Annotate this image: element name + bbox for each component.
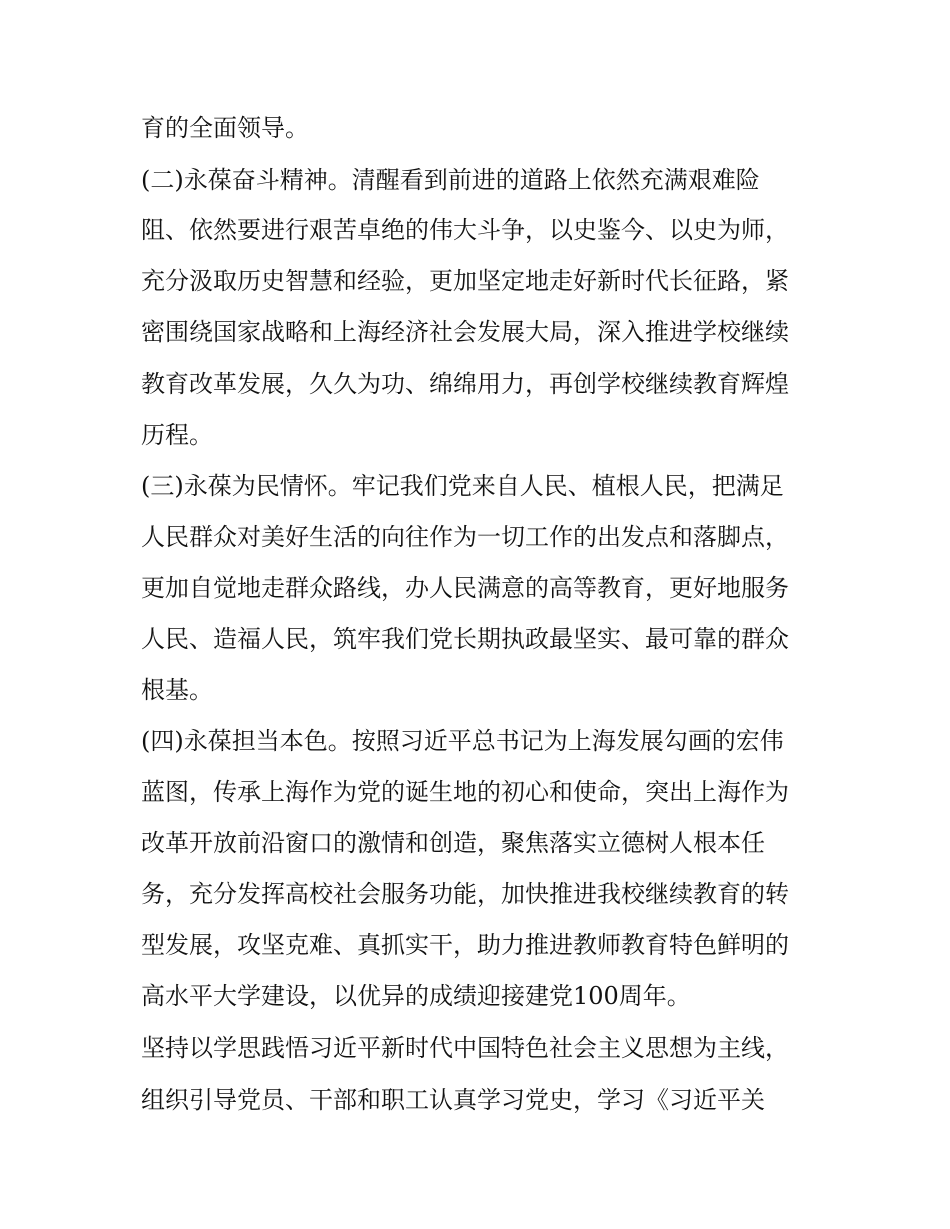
text-line: 坚持以学思践悟习近平新时代中国特色社会主义思想为主线， — [141, 1034, 789, 1062]
text-line: 组织引导党员、干部和职工认真学习党史，学习《习近平关 — [141, 1086, 765, 1114]
text-line: 型发展，攻坚克难、真抓实干，助力推进教师教育特色鲜明的 — [141, 931, 789, 959]
text-line: 历程。 — [141, 421, 213, 449]
text-line: 充分汲取历史智慧和经验，更加坚定地走好新时代长征路，紧 — [141, 267, 789, 295]
text-line: (二)永葆奋斗精神。清醒看到前进的道路上依然充满艰难险 — [141, 166, 760, 194]
text-line: (四)永葆担当本色。按照习近平总书记为上海发展勾画的宏伟 — [141, 727, 784, 755]
text-line: 密围绕国家战略和上海经济社会发展大局，深入推进学校继续 — [141, 318, 789, 346]
text-line: 阻、依然要进行艰苦卓绝的伟大斗争，以史鉴今、以史为师， — [141, 216, 789, 244]
text-line: 人民群众对美好生活的向往作为一切工作的出发点和落脚点， — [141, 523, 789, 551]
text-line: 务，充分发挥高校社会服务功能，加快推进我校继续教育的转 — [141, 880, 789, 908]
text-line: 蓝图，传承上海作为党的诞生地的初心和使命，突出上海作为 — [141, 778, 789, 806]
text-line: 改革开放前沿窗口的激情和创造，聚焦落实立德树人根本任 — [141, 829, 765, 857]
text-line: 更加自觉地走群众路线，办人民满意的高等教育，更好地服务 — [141, 574, 789, 602]
text-line: 人民、造福人民，筑牢我们党长期执政最坚实、最可靠的群众 — [141, 625, 789, 653]
text-line: 高水平大学建设，以优异的成绩迎接建党100周年。 — [141, 982, 691, 1010]
text-line: 育的全面领导。 — [141, 114, 309, 142]
text-line: (三)永葆为民情怀。牢记我们党来自人民、植根人民，把满足 — [141, 472, 784, 500]
text-line: 根基。 — [141, 676, 213, 704]
text-line: 教育改革发展，久久为功、绵绵用力，再创学校继续教育辉煌 — [141, 370, 789, 398]
